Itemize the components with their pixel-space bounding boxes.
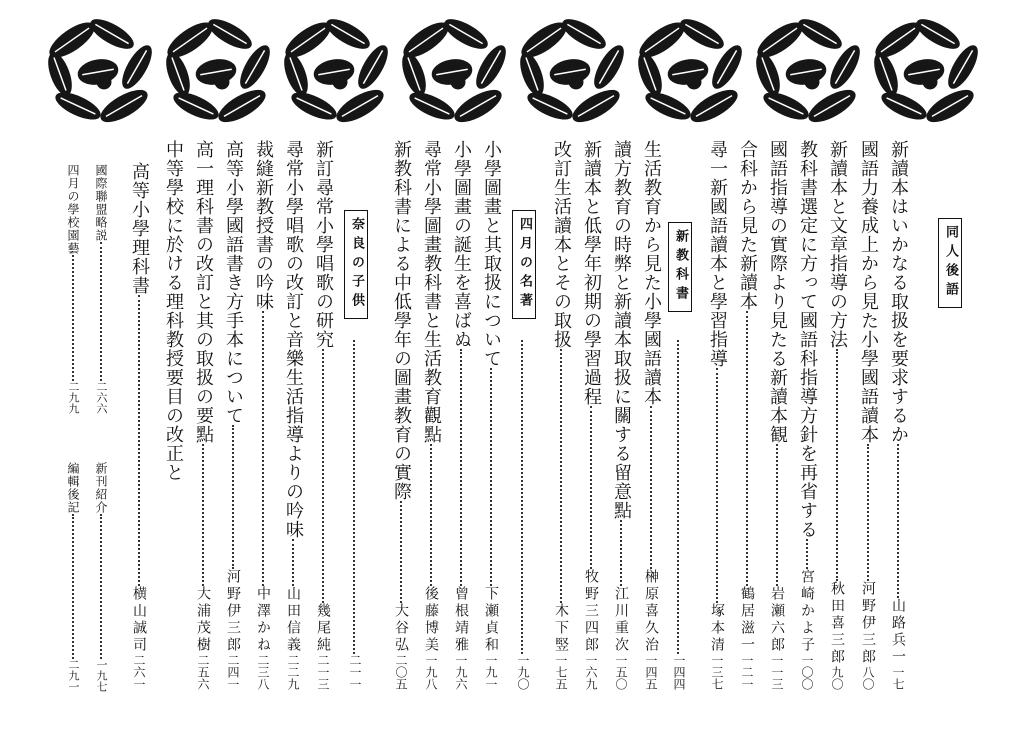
entry-author: 横山誠司	[131, 586, 147, 654]
entry-author: 江川重次	[613, 586, 629, 654]
toc-entry	[576, 140, 606, 690]
bud-ornament	[569, 75, 583, 89]
entry-title: 高等小學國語書き方手本について	[223, 140, 244, 425]
entry-title: 尋一新國語讀本と學習指導	[707, 140, 728, 368]
misc-page: 二九一	[67, 659, 80, 692]
entry-author: 大谷弘	[393, 603, 409, 654]
section-lead-page: 一九〇	[516, 654, 530, 690]
section-heading: 新教科書	[668, 222, 692, 312]
entry-page: 一九六	[454, 654, 468, 690]
entry-title: 高等小學理科書	[129, 162, 150, 295]
bud-ornament	[97, 75, 111, 89]
toc-entry	[762, 140, 792, 690]
section-heading: 同人後語	[938, 218, 962, 308]
section-lead-page: 二一一	[348, 654, 362, 690]
entry-author: 大浦茂樹	[195, 586, 211, 654]
entry-page: 八〇	[861, 666, 875, 690]
toc-entry	[308, 140, 338, 690]
misc-page: 二六六	[95, 381, 108, 414]
entry-title: 新讀本と低學年初期の學習過程	[581, 140, 602, 406]
toc-entry	[636, 140, 666, 690]
entry-page: 一七	[891, 666, 905, 690]
toc-entry	[446, 140, 476, 690]
entry-title: 國語指導の實際より見たる新讀本観	[767, 140, 788, 444]
entry-title: 合科から見た新讀本	[737, 140, 758, 311]
toc-entry	[853, 140, 883, 690]
misc-page: 一九七	[95, 659, 108, 692]
entry-author: 下瀬貞和	[483, 586, 499, 654]
entry-page: 一七五	[554, 654, 568, 690]
entry-author: 中澤かね	[255, 586, 271, 654]
toc-entry	[702, 140, 732, 690]
toc-entry	[124, 162, 154, 690]
toc-entry	[386, 140, 416, 690]
misc-title: 國際聯盟略説	[94, 164, 108, 242]
toc-entry	[188, 140, 218, 690]
entry-page: 一九一	[484, 654, 498, 690]
toc-entry	[792, 140, 822, 690]
entry-author: 榊原喜久治	[643, 569, 659, 654]
entry-title: 中等學校に於ける理科教授要目の改正と	[163, 140, 184, 482]
section-lead-page: 一四四	[672, 654, 686, 690]
entry-author: 秋田喜三郎	[829, 581, 845, 666]
entry-author: 宮崎かよ子	[799, 569, 815, 654]
bud-ornament	[333, 75, 347, 89]
toc-entry	[158, 140, 188, 690]
entry-title: 小學圖畫の誕生を喜ばぬ	[451, 140, 472, 349]
entry-author: 河野伊三郎	[225, 569, 241, 654]
entry-page: 九〇	[830, 666, 844, 690]
entry-title: 國語力養成上から見た小學國語讀本	[858, 140, 879, 444]
entry-page: 一五〇	[614, 654, 628, 690]
section-lead-dots	[340, 340, 370, 690]
entry-author: 後藤博美	[423, 586, 439, 654]
entry-page: 一一三	[770, 654, 784, 690]
misc-title: 編輯後記	[66, 462, 80, 514]
toc-entry	[278, 140, 308, 690]
bud-ornament	[687, 75, 701, 89]
entry-page: 二五六	[196, 654, 210, 690]
entry-author: 山田信義	[285, 586, 301, 654]
entry-author: 幾尾純	[315, 603, 331, 654]
entry-title: 生活教育から見た小學國語讀本	[641, 140, 662, 406]
entry-title: 新讀本と文章指導の方法	[827, 140, 848, 349]
entry-title: 讀方教育の時弊と新讀本取扱に關する留意點	[611, 140, 632, 520]
bud-ornament	[451, 75, 465, 89]
toc-entry	[218, 140, 248, 690]
entry-title: 教科書選定に方って國語科指導方針を再省する	[797, 140, 818, 539]
entry-title: 改訂生活讀本とその取扱	[551, 140, 572, 349]
section-heading: 四月の名著	[512, 210, 536, 319]
entry-title: 裁縫新教授書の吟味	[253, 140, 274, 311]
entry-title: 尋常小學唱歌の改訂と音樂生活指導よりの吟味	[283, 140, 304, 539]
toc-entry	[732, 140, 762, 690]
misc-entry	[86, 462, 116, 692]
misc-title: 新刊紹介	[94, 462, 108, 514]
misc-entry	[58, 462, 88, 692]
section-lead-dots	[664, 340, 694, 690]
toc-entry	[546, 140, 576, 690]
toc-entry	[248, 140, 278, 690]
entry-author: 岩瀬六郎	[769, 586, 785, 654]
misc-entry	[86, 164, 116, 414]
entry-page: 一六九	[584, 654, 598, 690]
toc-entry	[606, 140, 636, 690]
entry-page: 二一三	[316, 654, 330, 690]
entry-author: 塚本清	[709, 603, 725, 654]
entry-page: 二四一	[226, 654, 240, 690]
entry-title: 小學圖畫と其取扱について	[481, 140, 502, 368]
toc-entry	[416, 140, 446, 690]
entry-page: 一〇〇	[800, 654, 814, 690]
entry-page: 二六一	[132, 654, 146, 690]
misc-page: 二九九	[67, 381, 80, 414]
bud-ornament	[805, 75, 819, 89]
bud-ornament	[215, 75, 229, 89]
entry-title: 尋常小學圖畫教科書と生活教育觀點	[421, 140, 442, 444]
section-heading: 奈良の子供	[344, 210, 368, 319]
entry-author: 河野伊三郎	[860, 581, 876, 666]
toc-entry	[883, 140, 913, 690]
misc-title: 四月の學校園藝	[66, 164, 80, 255]
entry-page: 二三八	[256, 654, 270, 690]
entry-page: 一三七	[710, 654, 724, 690]
entry-page: 二二九	[286, 654, 300, 690]
entry-page: 一四五	[644, 654, 658, 690]
toc-entry	[476, 140, 506, 690]
entry-author: 牧野三四郎	[583, 569, 599, 654]
toc-entry	[822, 140, 852, 690]
entry-title: 新教科書による中低學年の圖畫教育の實際	[391, 140, 412, 501]
entry-author: 山路兵一	[890, 598, 906, 666]
entry-author: 鶴居滋一	[739, 586, 755, 654]
bud-ornament	[923, 75, 937, 89]
entry-page: 二〇五	[394, 654, 408, 690]
floral-banner	[42, 12, 988, 128]
entry-page: 一九八	[424, 654, 438, 690]
entry-author: 木下竪	[553, 603, 569, 654]
entry-page: 一二一	[740, 654, 754, 690]
entry-title: 新訂尋常小學唱歌の研究	[313, 140, 334, 349]
misc-entry	[58, 164, 88, 414]
section-lead-dots	[508, 340, 538, 690]
entry-author: 曾根靖雅	[453, 586, 469, 654]
entry-title: 新讀本はいかなる取扱を要求するか	[888, 140, 909, 444]
entry-title: 高一理科書の改訂と其の取扱の要點	[193, 140, 214, 444]
